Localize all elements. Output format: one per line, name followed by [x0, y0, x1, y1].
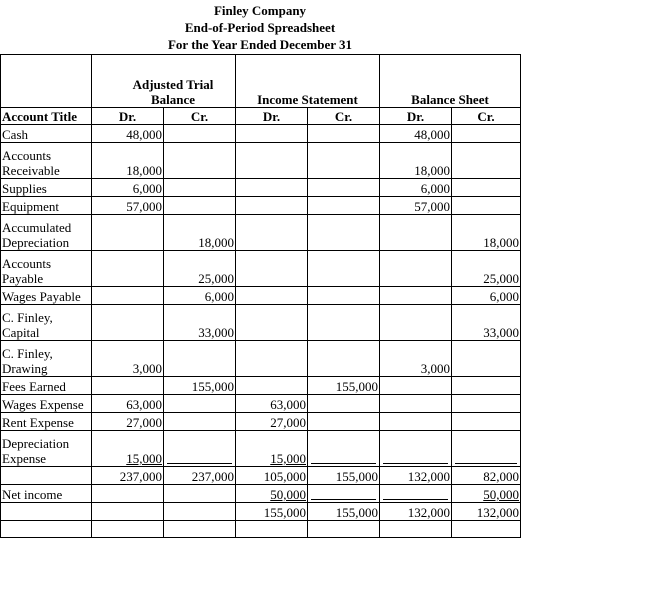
amount-bs-dr	[380, 215, 452, 251]
amount-tb-dr: 3,000	[92, 341, 164, 377]
final-totals-row	[1, 503, 521, 521]
amount-bs-dr: 3,000	[380, 341, 452, 377]
amount-tb-cr	[164, 125, 236, 143]
amount-bs-dr	[380, 395, 452, 413]
final-is-dr: 155,000	[236, 503, 308, 521]
account-title: Rent Expense	[1, 413, 92, 431]
amount-tb-dr: 63,000	[92, 395, 164, 413]
rule-cell	[380, 431, 452, 467]
net-income-is-dr	[236, 485, 308, 503]
empty-cell	[164, 485, 236, 503]
amount-tb-cr: 25,000	[164, 251, 236, 287]
table-row	[1, 341, 521, 377]
amount-tb-dr	[92, 305, 164, 341]
empty-cell	[164, 503, 236, 521]
amount-value: 15,000	[126, 451, 162, 466]
amount-is-cr	[308, 143, 380, 179]
table-row	[1, 395, 521, 413]
amount-tb-dr	[92, 431, 164, 467]
amount-bs-cr	[452, 413, 521, 431]
amount-tb-dr: 6,000	[92, 179, 164, 197]
total-tb-cr: 237,000	[164, 467, 236, 485]
amount-bs-cr	[452, 179, 521, 197]
amount-is-cr: 155,000	[308, 377, 380, 395]
amount-is-dr	[236, 305, 308, 341]
net-income-bs-dr-rule	[380, 485, 452, 503]
amount-bs-cr	[452, 197, 521, 215]
empty-cell	[380, 521, 452, 538]
empty-cell	[92, 485, 164, 503]
amount-bs-cr	[452, 395, 521, 413]
amount-tb-dr	[92, 377, 164, 395]
amount-bs-cr	[452, 125, 521, 143]
account-title: Depreciation Expense	[1, 431, 92, 467]
worksheet-table	[0, 54, 521, 538]
table-row	[1, 125, 521, 143]
amount-tb-cr: 18,000	[164, 215, 236, 251]
amount-tb-dr	[92, 251, 164, 287]
total-is-cr: 155,000	[308, 467, 380, 485]
amount-is-cr	[308, 179, 380, 197]
amount-is-cr	[308, 251, 380, 287]
amount-is-cr	[308, 215, 380, 251]
final-bs-dr: 132,000	[380, 503, 452, 521]
account-title: C. Finley, Capital	[1, 305, 92, 341]
amount-is-cr	[308, 125, 380, 143]
account-title-header: Account Title	[1, 108, 92, 125]
amount-tb-dr: 27,000	[92, 413, 164, 431]
is-dr-header: Dr.	[236, 108, 308, 125]
amount-bs-cr	[452, 143, 521, 179]
amount-is-cr	[308, 395, 380, 413]
amount-bs-dr: 48,000	[380, 125, 452, 143]
table-row	[1, 197, 521, 215]
table-row	[1, 305, 521, 341]
amount-is-cr	[308, 305, 380, 341]
empty-cell	[164, 521, 236, 538]
amount-is-dr	[236, 197, 308, 215]
amount-tb-cr	[164, 413, 236, 431]
bs-cr-header: Cr.	[452, 108, 521, 125]
amount-is-cr	[308, 341, 380, 377]
amount-bs-dr: 57,000	[380, 197, 452, 215]
amount-is-cr	[308, 287, 380, 305]
account-title: Accumulated Depreciation	[1, 215, 92, 251]
table-row	[1, 431, 521, 467]
amount-bs-dr	[380, 287, 452, 305]
amount-tb-cr	[164, 197, 236, 215]
amount-bs-dr	[380, 305, 452, 341]
income-statement-header: Income Statement	[236, 55, 380, 108]
table-row	[1, 143, 521, 179]
amount-bs-cr	[452, 377, 521, 395]
empty-cell	[236, 521, 308, 538]
net-income-label: Net income	[1, 485, 92, 503]
bs-dr-header: Dr.	[380, 108, 452, 125]
total-bs-cr: 82,000	[452, 467, 521, 485]
net-income-bs-cr-value: 50,000	[483, 487, 519, 502]
rule-cell	[452, 431, 521, 467]
amount-bs-dr	[380, 251, 452, 287]
balance-sheet-header: Balance Sheet	[380, 55, 521, 108]
is-cr-header: Cr.	[308, 108, 380, 125]
amount-bs-dr: 18,000	[380, 143, 452, 179]
amount-tb-cr	[164, 143, 236, 179]
amount-is-dr	[236, 287, 308, 305]
amount-is-dr: 63,000	[236, 395, 308, 413]
table-row	[1, 179, 521, 197]
amount-is-cr	[308, 197, 380, 215]
account-title: Supplies	[1, 179, 92, 197]
account-title: Wages Payable	[1, 287, 92, 305]
account-rows	[1, 125, 521, 467]
net-income-bs-cr	[452, 485, 521, 503]
account-title: Fees Earned	[1, 377, 92, 395]
subheader-row	[1, 108, 521, 125]
amount-bs-cr: 6,000	[452, 287, 521, 305]
tb-dr-header: Dr.	[92, 108, 164, 125]
amount-is-dr	[236, 143, 308, 179]
table-row	[1, 215, 521, 251]
company-name: Finley Company	[213, 3, 307, 18]
totals-row	[1, 467, 521, 485]
amount-bs-dr	[380, 377, 452, 395]
tb-cr-header: Cr.	[164, 108, 236, 125]
table-row	[1, 377, 521, 395]
rule-cell	[308, 431, 380, 467]
total-is-dr: 105,000	[236, 467, 308, 485]
empty-cell	[92, 503, 164, 521]
amount-is-dr	[236, 341, 308, 377]
amount-tb-cr: 6,000	[164, 287, 236, 305]
final-bs-cr: 132,000	[452, 503, 521, 521]
report-name: End-of-Period Spreadsheet	[184, 20, 336, 35]
amount-tb-dr	[92, 287, 164, 305]
amount-bs-cr: 18,000	[452, 215, 521, 251]
amount-is-dr: 27,000	[236, 413, 308, 431]
amount-tb-dr: 57,000	[92, 197, 164, 215]
amount-tb-cr: 33,000	[164, 305, 236, 341]
rule-cell	[164, 431, 236, 467]
amount-bs-cr	[452, 341, 521, 377]
amount-value: 15,000	[270, 451, 306, 466]
corner-cell	[1, 55, 92, 108]
account-title: Cash	[1, 125, 92, 143]
account-title: Equipment	[1, 197, 92, 215]
final-is-cr: 155,000	[308, 503, 380, 521]
amount-tb-dr: 48,000	[92, 125, 164, 143]
amount-bs-dr	[380, 413, 452, 431]
amount-is-dr	[236, 377, 308, 395]
group-header-row	[1, 55, 521, 108]
amount-tb-cr	[164, 341, 236, 377]
amount-tb-dr	[92, 215, 164, 251]
amount-tb-dr: 18,000	[92, 143, 164, 179]
trial-balance-header: Adjusted Trial Balance	[92, 55, 236, 108]
empty-cell	[1, 521, 92, 538]
net-income-row	[1, 485, 521, 503]
total-tb-dr: 237,000	[92, 467, 164, 485]
net-income-is-dr-value: 50,000	[270, 487, 306, 502]
amount-bs-dr: 6,000	[380, 179, 452, 197]
table-row	[1, 413, 521, 431]
amount-is-dr	[236, 215, 308, 251]
amount-bs-cr: 25,000	[452, 251, 521, 287]
empty-cell	[452, 521, 521, 538]
amount-is-dr	[236, 251, 308, 287]
amount-tb-cr: 155,000	[164, 377, 236, 395]
account-title: C. Finley, Drawing	[1, 341, 92, 377]
amount-is-dr	[236, 125, 308, 143]
amount-tb-cr	[164, 395, 236, 413]
report-period: For the Year Ended December 31	[167, 37, 353, 52]
amount-tb-cr	[164, 179, 236, 197]
empty-cell	[308, 521, 380, 538]
net-income-is-cr-rule	[308, 485, 380, 503]
empty-cell	[1, 503, 92, 521]
account-title: Accounts Payable	[1, 251, 92, 287]
table-row	[1, 287, 521, 305]
blank-row	[1, 521, 521, 538]
empty-cell	[92, 521, 164, 538]
totals-label	[1, 467, 92, 485]
total-bs-dr: 132,000	[380, 467, 452, 485]
amount-is-dr	[236, 179, 308, 197]
account-title: Accounts Receivable	[1, 143, 92, 179]
amount-bs-cr: 33,000	[452, 305, 521, 341]
table-row	[1, 251, 521, 287]
amount-is-dr	[236, 431, 308, 467]
account-title: Wages Expense	[1, 395, 92, 413]
amount-is-cr	[308, 413, 380, 431]
